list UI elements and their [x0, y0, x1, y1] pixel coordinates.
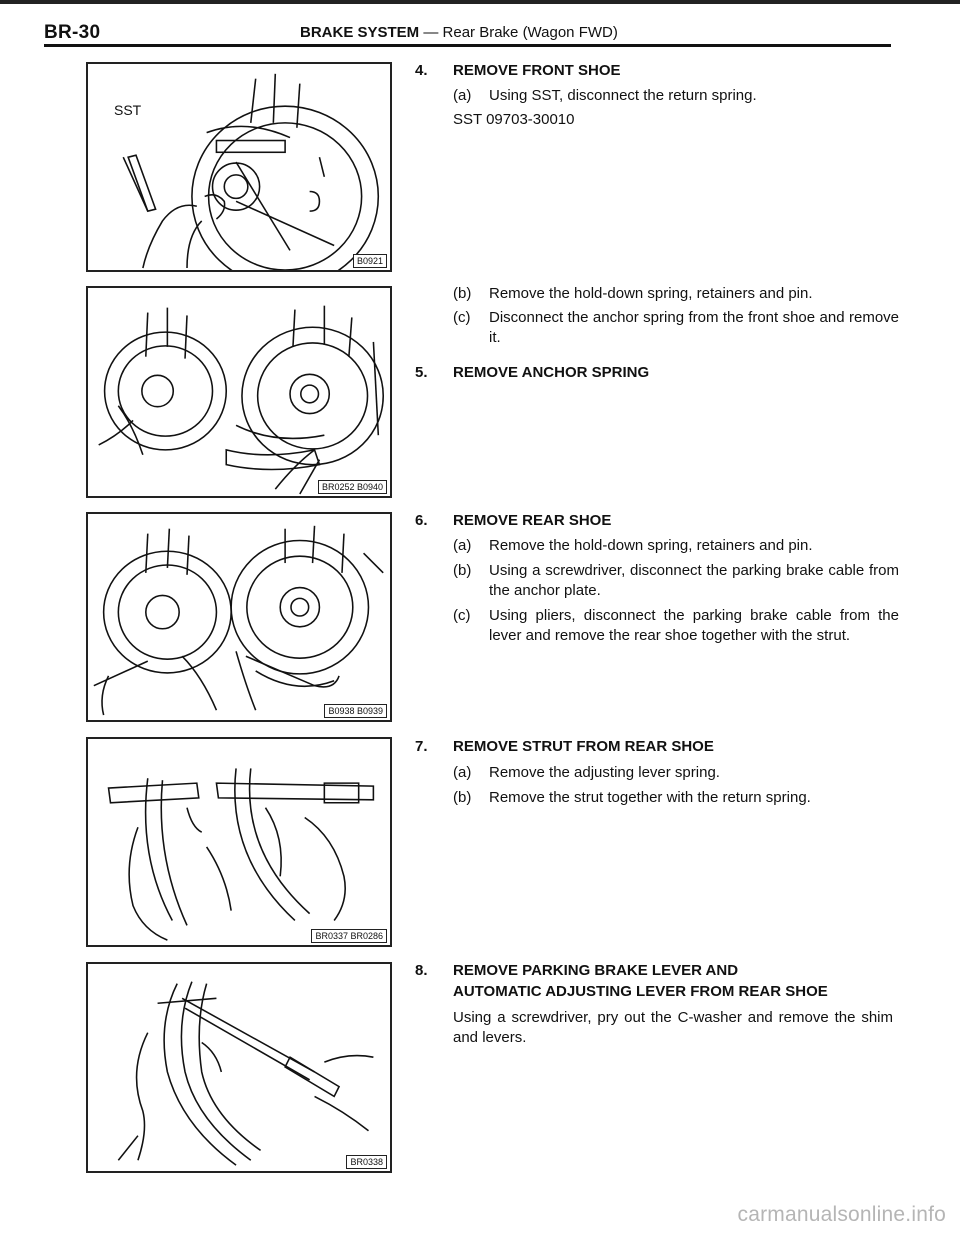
figure-rear-shoe-removal	[86, 512, 392, 722]
top-border-line	[0, 0, 960, 4]
sst-callout: SST	[114, 102, 142, 118]
figure-illustration	[88, 64, 390, 270]
page-code: BR-30	[44, 22, 101, 43]
figure-code: BR0337 BR0286	[311, 929, 387, 943]
watermark: carmanualsonline.info	[737, 1203, 946, 1226]
step-text: Using a screwdriver, pry out the C-washer and remove the shim and levers.	[453, 1009, 893, 1046]
figure-code: BR0252 B0940	[318, 480, 387, 494]
substep-text: Remove the strut together with the return spring.	[489, 789, 811, 806]
substep-text: Remove the hold-down spring, retainers and pin.	[489, 537, 813, 554]
step-title: REMOVE FRONT SHOE	[453, 62, 621, 79]
figure-code: B0938 B0939	[324, 704, 387, 718]
header-section: BRAKE SYSTEM	[300, 24, 420, 41]
figure-lever-removal	[86, 962, 392, 1173]
substep-label: (c)	[453, 607, 471, 624]
substep-text: Remove the hold-down spring, retainers and pin.	[489, 285, 813, 302]
step-number: 6.	[415, 512, 428, 529]
header-separator: —	[419, 24, 443, 41]
substep-text: Using SST, disconnect the return spring.	[489, 87, 757, 104]
figure-illustration	[88, 739, 390, 945]
page-header-title	[300, 24, 618, 41]
step-title-line-2: AUTOMATIC ADJUSTING LEVER FROM REAR SHOE	[453, 983, 828, 1000]
step-title: REMOVE REAR SHOE	[453, 512, 612, 529]
figure-front-shoe-removal	[86, 286, 392, 498]
step-number: 5.	[415, 364, 428, 381]
step-number: 4.	[415, 62, 428, 79]
substep-label: (b)	[453, 562, 472, 579]
figure-code: BR0338	[346, 1155, 387, 1169]
substep-text: Remove the adjusting lever spring.	[489, 764, 720, 781]
step-title-line-1: REMOVE PARKING BRAKE LEVER AND	[453, 962, 739, 979]
figure-illustration	[88, 964, 390, 1171]
substep-label: (b)	[453, 789, 472, 806]
substep-label: (a)	[453, 537, 472, 554]
substep-text: Using a screwdriver, disconnect the parking brake cable from the anchor plate.	[489, 562, 899, 599]
step-number: 8.	[415, 962, 428, 979]
substep-label: (c)	[453, 309, 471, 326]
substep-text: Using pliers, disconnect the parking brake cable from the lever and remove the rear shoe together with the strut.	[489, 607, 899, 644]
substep-label: (a)	[453, 764, 472, 781]
substep-label: (a)	[453, 87, 472, 104]
figure-illustration	[88, 514, 390, 720]
step-title: REMOVE STRUT FROM REAR SHOE	[453, 738, 714, 755]
substep-text: Disconnect the anchor spring from the front shoe and remove it.	[489, 309, 899, 346]
header-rule	[44, 44, 891, 47]
figure-illustration	[88, 288, 390, 496]
sst-number: SST 09703-30010	[453, 111, 575, 128]
step-number: 7.	[415, 738, 428, 755]
figure-sst-return-spring	[86, 62, 392, 272]
substep-label: (b)	[453, 285, 472, 302]
figure-strut-removal	[86, 737, 392, 947]
header-subsection: Rear Brake (Wagon FWD)	[442, 24, 618, 41]
step-title: REMOVE ANCHOR SPRING	[453, 364, 650, 381]
figure-code: B0921	[353, 254, 387, 268]
